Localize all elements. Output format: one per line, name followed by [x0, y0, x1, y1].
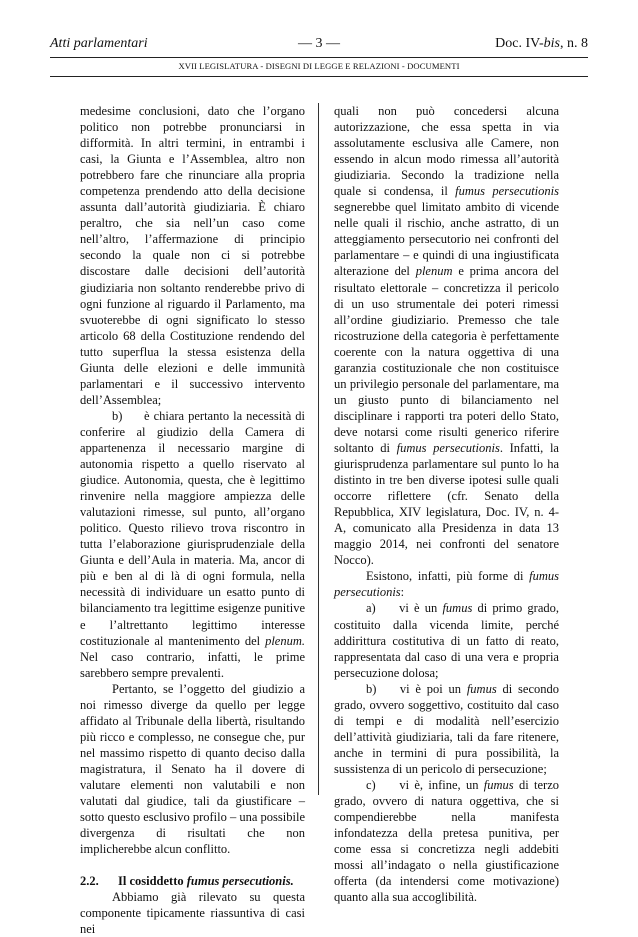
- item-a-text-1: vi è un: [399, 601, 443, 616]
- header-subtitle: XVII LEGISLATURA - DISEGNI DI LEGGE E RELAZIONI - DOCUMENTI: [178, 61, 460, 71]
- item-b-text-2: di secondo grado, ovvero soggettivo, costituito dal caso di tempi e di modalità nell’esercizio dell’attività giudiziaria, tali da fare ritenere, anche in termini di pura possibilità, la sussistenza di un pericolo di persecuzione;: [334, 681, 559, 776]
- left-paragraph-b-text-3: Nel caso contrario, infatti, le prime sarebbero sempre prevalenti.: [80, 649, 305, 680]
- right-paragraph-2: [334, 568, 559, 600]
- doc-ref-italic: bis: [543, 36, 560, 51]
- left-paragraph-3: Pertanto, se l’oggetto del giudizio a noi rimesso diverge da quello per legge affidato al Tribunale della libertà, risultando più ricco e complesso, ne consegue che, pur nel massimo rispetto di quanto deciso dalla magistratura, il Senato ha il dovere di valutare elementi non valutabili e non valutati dal giudice, tali da giustificare – sotto questo esclusivo profilo – una possibile divergenza di risultati che non implicherebbe alcun conflitto.: [80, 681, 305, 857]
- list-item-b: [334, 681, 559, 777]
- left-paragraph-b-text-2: . Ma, ancor di più e ben al di là di ogni formula, nella necessità di individuare un esatto punto di bilanciamento tra legittime esigenze punitive e l’altrettanto legittimo interesse costituzionale al mantenimento del: [80, 553, 305, 648]
- right-p1-text-2: segnerebbe quel limitato ambito di vicende nelle quali il rischio, anche astratto, di un atteggiamento persecutorio nei confronti del parlamentare – e quindi di una ingiustificata alterazione del: [334, 200, 559, 279]
- list-item-c: [334, 777, 559, 905]
- page-header: [50, 36, 588, 54]
- page-number: — 3 —: [298, 36, 340, 51]
- right-p2-text-2: :: [400, 585, 405, 600]
- item-b-text-1: vi è poi un: [399, 681, 467, 696]
- item-a-fumus: fumus: [442, 601, 473, 616]
- right-p1-fumus: fumus persecutionis: [455, 184, 559, 199]
- item-label-b-right: b): [366, 681, 377, 696]
- section-number: 2.2.: [80, 874, 99, 889]
- right-paragraph-1: [334, 103, 559, 568]
- right-p1-fumus-2: fumus persecutionis: [396, 440, 500, 455]
- header-left-title: Atti parlamentari: [50, 36, 148, 51]
- left-paragraph-b-plenum: plenum.: [265, 633, 305, 648]
- list-item-a: [334, 600, 559, 680]
- header-rule-top: [50, 57, 588, 58]
- left-paragraph-4: Abbiamo già rilevato su questa componente tipicamente riassuntiva di casi nei: [80, 890, 305, 937]
- item-a-text-2: di primo grado, costituito dalla vicenda limite, perché addirittura costitutiva di un fatto di reato, rappresentata dal caso di una vera e propria persecuzione dolosa;: [334, 601, 559, 680]
- left-column: [80, 103, 305, 937]
- right-p1-text-1: quali non può concedersi alcuna autorizzazione, che essa spetta in via assolutamente esclusiva alle Camere, non essendo in alcun modo rimessa all’autorità giudiziaria. Secondo la tradizione nella quale si condensa, il: [334, 104, 559, 199]
- left-paragraph-b-text-1: è chiara pertanto la necessità di conferire al giudizio della Camera di appartenenza il necessario margine di autonomia rispetto a quello riservato al giudice. Autonomia, questa, che è legittimo rinvenire nella maggiore ampiezza delle valutazioni rimesse, sul punto, all’organo politico. Questo rilievo trova riscontro in tutta l’elaborazione giurisprudenziale della Giunta e dell’Aula in materia: [80, 408, 305, 568]
- left-paragraph-b: [80, 408, 305, 681]
- right-column: [334, 103, 559, 905]
- doc-ref-prefix: Doc. IV-: [495, 36, 544, 51]
- item-b-fumus: fumus: [466, 681, 497, 696]
- document-reference: [495, 36, 588, 52]
- right-p1-text-3: e prima ancora del risultato elettorale – concretizza il pericolo di un uso strumentale dei poteri rimessi all’ordine giudiziario. Premesso che tale ricostruzione della categoria è perfettamente coerente con la natura oggettiva di una garanzia costituzionale che non costituisce un privilegio personale del parlamentare, ma un giusto punto di bilanciamento nel disciplinare i rapporti tra poteri dello Stato, deve notarsi come risulti generico riferire soltanto di: [334, 264, 559, 455]
- item-c-fumus: fumus: [483, 777, 514, 792]
- item-label-c: c): [366, 777, 376, 792]
- right-p1-plenum: plenum: [415, 264, 453, 279]
- right-p2-text-1: Esistono, infatti, più forme di: [366, 569, 530, 584]
- item-c-text-2: di terzo grado, ovvero di natura oggettiva, che si compendierebbe nella manifesta infondatezza della pretesa punitiva, per come essa si concretizza negli addebiti mossi all’indagato o nella giustificazione offerta (da intendersi come motivazione) quanto alla sua accoglibilità.: [334, 777, 559, 905]
- right-p1-text-4: . Infatti, la giurisprudenza parlamentare sul punto lo ha distinto in tre ben diverse ipotesi sulle quali occorre riflettere (cfr. Senato della Repubblica, XIV legislatura, Doc. IV, n. 4-A, comunicato alla Presidenza in data 13 maggio 2014, nei confronti del senatore Nocco).: [334, 440, 559, 568]
- column-divider: [318, 103, 319, 795]
- item-label-b: b): [112, 408, 123, 423]
- header-rule-bottom: [50, 76, 588, 77]
- item-label-a: a): [366, 601, 376, 616]
- right-p2-fumus: fumus persecutionis: [334, 569, 559, 600]
- item-c-text-1: vi è, infine, un: [399, 777, 484, 792]
- doc-ref-suffix: , n. 8: [560, 36, 588, 51]
- section-title: Il cosiddetto: [118, 874, 187, 889]
- section-title-italic: fumus persecutionis.: [186, 874, 294, 889]
- section-heading: [80, 873, 305, 889]
- left-paragraph-1: medesime conclusioni, dato che l’organo politico non potrebbe pronunciarsi in difformità. In altri termini, in entrambi i casi, la Giunta e l’Assemblea, altro non potrebbero fare che rinunciare alla propria competenza prendendo atto della decisione assunta dall’autorità giudiziaria. È chiaro peraltro, che sia nell’un caso come nell’altro, l’affermazione di principio secondo la quale non ci si potrebbe discostare dalle decisioni dell’autorità giudiziaria non soltanto renderebbe privo di ogni funzione al riguardo il Parlamento, ma svuoterebbe di ogni significato lo stesso articolo 68 della Costituzione rendendo del tutto superflua la stessa esistenza della Giunta delle elezioni e delle immunità parlamentari e il successivo intervento dell’Assemblea;: [80, 104, 305, 407]
